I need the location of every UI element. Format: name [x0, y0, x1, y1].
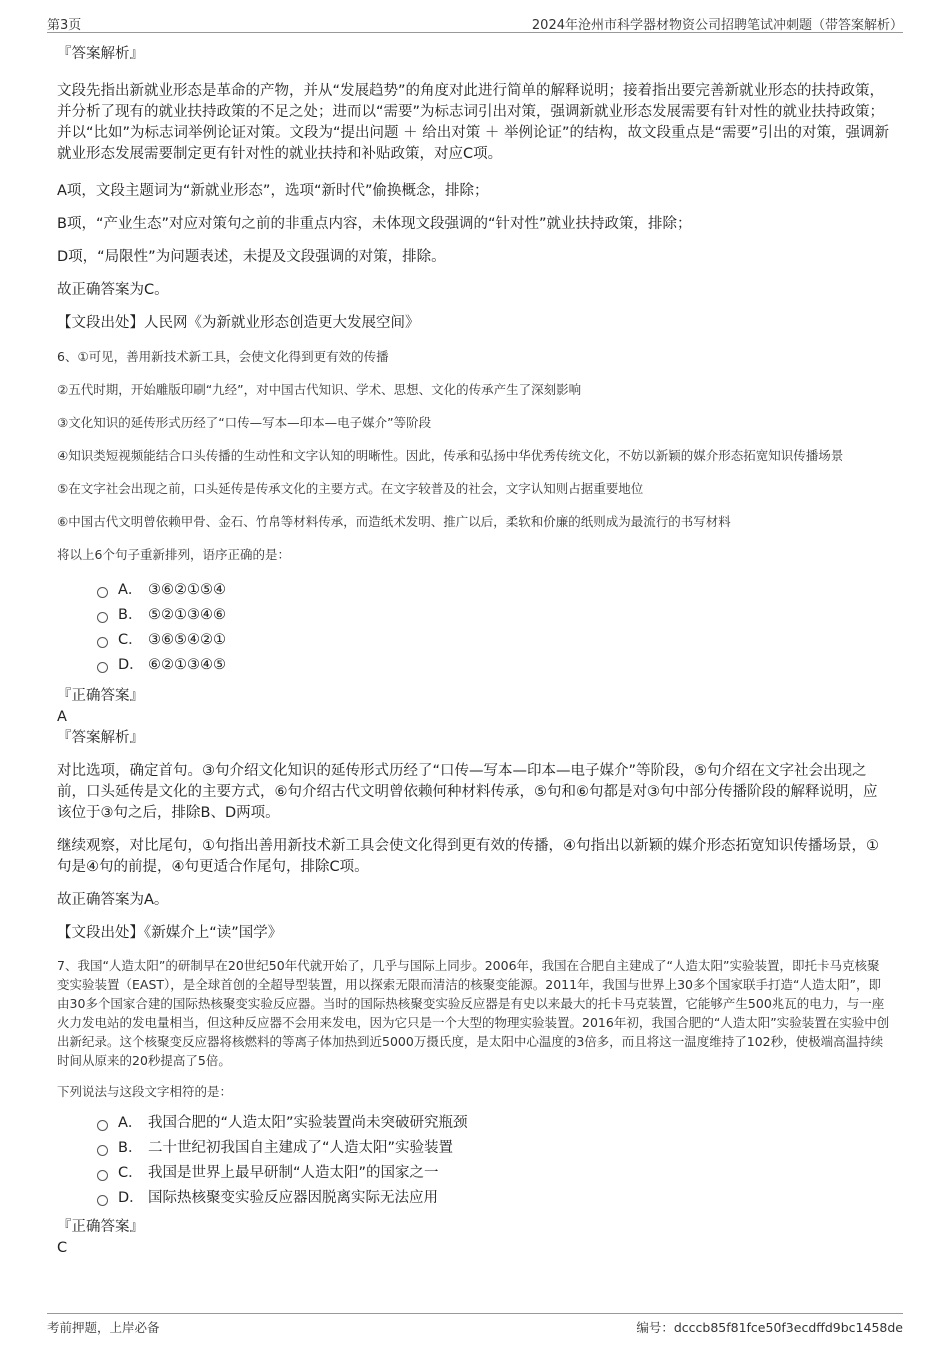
- answer-label: 『正确答案』: [57, 1219, 144, 1235]
- answer-label: 『正确答案』: [57, 688, 144, 704]
- radio-icon[interactable]: [97, 587, 108, 598]
- question-7-stem: 7、我国“人造太阳”的研制早在20世纪50年代就开始了，几乎与国际上同步。2006年，我国在合肥自主建成了“人造太阳”实验装置，即托卡马克核聚变实验装置（EAST），是全球首创的全超导型装置，用以探索无限而清洁的核聚变能源。2011年，我国与世界上30多个国家联手打造“人造太阳”，即由30多个国家合建的国际热核聚变实验反应器。当时的国际热核聚变实验反应器是有史以来最大的托卡马克装置，它能够产生500兆瓦的电力，与一座火力发电站的发电量相当，但这种反应器不会用来发电，因为它只是一个大型的物理实验装置。2016年初，我国合肥的“人造太阳”实验装置在实验中创出新纪录。这个核聚变反应器将核燃料的等离子体加热到近5000万摄氏度，是太阳中心温度的3倍多，而且将这一温度维持了102秒，使极端高温持续时间从原来的20秒提高了5倍。: [57, 958, 890, 1068]
- page-footer: [47, 1313, 903, 1340]
- option-d[interactable]: D． 国际热核聚变实验反应器因脱离实际无法应用: [97, 1186, 890, 1211]
- question-6-options: [57, 578, 890, 678]
- analysis-option-a: A项，文段主题词为“新就业形态”，选项“新时代”偷换概念，排除；: [57, 183, 489, 199]
- analysis-paragraph: 对比选项，确定首句。③句介绍文化知识的延传形式历经了“口传—写本—印本—电子媒介”等阶段，⑤句介绍在文字社会出现之前，口头延传是文化的主要方式，⑥句介绍古代文明曾依赖何种材料传承，⑤句和⑥句都是对③句中部分传播阶段的解释说明，应该位于③句之后，排除B、D两项。: [57, 763, 878, 821]
- question-7-prompt: 下列说法与这段文字相符的是：: [57, 1084, 233, 1099]
- page-content: [57, 44, 890, 1259]
- option-b[interactable]: B． 二十世纪初我国自主建成了“人造太阳”实验装置: [97, 1136, 890, 1161]
- analysis-paragraph: 继续观察，对比尾句，①句指出善用新技术新工具会使文化得到更有效的传播，④句指出以新颖的媒介形态拓宽知识传播场景，①句是④句的前提，④句更适合作尾句，排除C项。: [57, 838, 879, 875]
- sentence-2: ②五代时期，开始雕版印刷“九经”，对中国古代知识、学术、思想、文化的传承产生了深刻影响: [57, 382, 582, 397]
- radio-icon[interactable]: [97, 1170, 108, 1181]
- sentence-3: ③文化知识的延传形式历经了“口传—写本—印本—电子媒介”等阶段: [57, 415, 432, 430]
- radio-icon[interactable]: [97, 612, 108, 623]
- document-title: 2024年沧州市科学器材物资公司招聘笔试冲刺题（带答案解析）: [531, 18, 903, 33]
- radio-icon[interactable]: [97, 1145, 108, 1156]
- source-citation: 【文段出处】《新媒介上“读”国学》: [57, 925, 283, 941]
- option-c[interactable]: C． 我国是世界上最早研制“人造太阳”的国家之一: [97, 1161, 890, 1186]
- analysis-conclusion: 故正确答案为A。: [57, 892, 169, 908]
- radio-icon[interactable]: [97, 637, 108, 648]
- source-citation: 【文段出处】人民网《为新就业形态创造更大发展空间》: [57, 315, 420, 331]
- page-header: [47, 12, 903, 33]
- analysis-option-d: D项，“局限性”为问题表述，未提及文段强调的对策，排除。: [57, 249, 446, 265]
- footer-slogan: 考前押题，上岸必备: [47, 1320, 160, 1335]
- option-d[interactable]: D． ⑥②①③④⑤: [97, 653, 890, 678]
- question-6-stem: 6、①可见，善用新技术新工具，会使文化得到更有效的传播: [57, 349, 389, 364]
- option-c[interactable]: C． ③⑥⑤④②①: [97, 628, 890, 653]
- analysis-conclusion: 故正确答案为C。: [57, 282, 169, 298]
- question-7-options: [57, 1111, 890, 1211]
- option-b[interactable]: B． ⑤②①③④⑥: [97, 603, 890, 628]
- sentence-6: ⑥中国古代文明曾依赖甲骨、金石、竹帛等材料传承，而造纸术发明、推广以后，柔软和价廉的纸则成为最流行的书写材料: [57, 514, 731, 529]
- page-number: 第3页: [47, 18, 82, 33]
- radio-icon[interactable]: [97, 1120, 108, 1131]
- sentence-5: ⑤在文字社会出现之前，口头延传是传承文化的主要方式。在文字较普及的社会，文字认知则占据重要地位: [57, 481, 644, 496]
- answer-value: C: [57, 1240, 68, 1256]
- answer-value: A: [57, 709, 67, 725]
- analysis-label: 『答案解析』: [57, 46, 144, 62]
- sentence-4: ④知识类短视频能结合口头传播的生动性和文字认知的明晰性。因此，传承和弘扬中华优秀传统文化，不妨以新颖的媒介形态拓宽知识传播场景: [57, 448, 844, 463]
- option-a[interactable]: A． 我国合肥的“人造太阳”实验装置尚未突破研究瓶颈: [97, 1111, 890, 1136]
- analysis-label: 『答案解析』: [57, 730, 144, 746]
- option-a[interactable]: A． ③⑥②①⑤④: [97, 578, 890, 603]
- analysis-option-b: B项，“产业生态”对应对策句之前的非重点内容，未体现文段强调的“针对性”就业扶持政策，排除；: [57, 216, 692, 232]
- question-6-prompt: 将以上6个句子重新排列，语序正确的是：: [57, 547, 290, 562]
- radio-icon[interactable]: [97, 662, 108, 673]
- analysis-paragraph: 文段先指出新就业形态是革命的产物，并从“发展趋势”的角度对此进行简单的解释说明；接着指出要完善新就业形态的扶持政策，并分析了现有的就业扶持政策的不足之处；进而以“需要”为标志词引出对策，强调新就业形态发展需要有针对性的就业扶持政策；并以“比如”为标志词举例论证对策。文段为“提出问题 ＋ 给出对策 ＋ 举例论证”的结构，故文段重点是“需要”引出的对策，强调新就业形态发展需要制定更有针对性的就业扶持和补贴政策，对应C项。: [57, 83, 890, 162]
- radio-icon[interactable]: [97, 1195, 108, 1206]
- document-id: 编号：dcccb85f81fce50f3ecdffd9bc1458de: [636, 1320, 903, 1335]
